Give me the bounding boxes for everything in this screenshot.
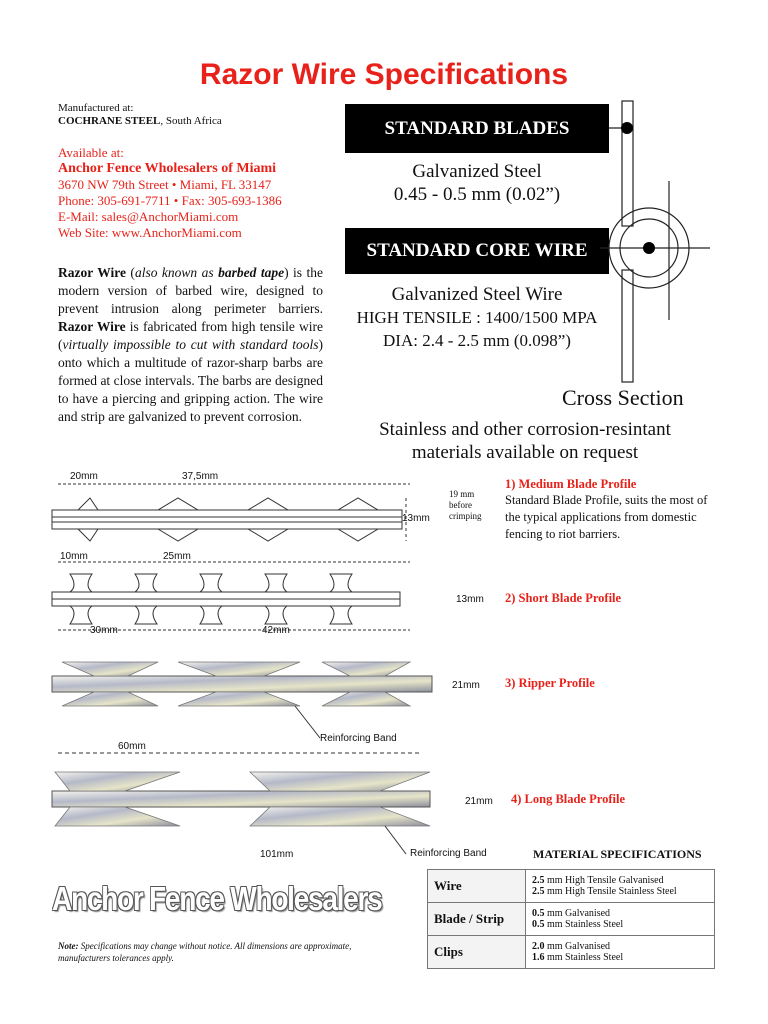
spec-value: 2.5: [532, 886, 545, 897]
core-diameter: DIA: 2.4 - 2.5 mm (0.098”): [383, 331, 571, 350]
intro-text: is fabricated from high tensile wire (: [58, 319, 324, 352]
phone-fax: Phone: 305-691-7711 • Fax: 305-693-1386: [58, 193, 282, 208]
long-blade-profile: [52, 753, 430, 854]
availability-label: Available at:: [58, 145, 124, 160]
medium-blade-desc: Standard Blade Profile, suits the most of the typical applications from domestic fencing to riot barriers.: [505, 493, 708, 541]
spec-value: 1.6: [532, 952, 545, 963]
spec-value: 2.5: [532, 875, 545, 886]
core-material: Galvanized Steel Wire: [391, 284, 563, 305]
blades-thickness: 0.45 - 0.5 mm (0.02”): [393, 184, 561, 205]
long-dim-b: 101mm: [260, 849, 294, 860]
short-height: 13mm: [456, 594, 484, 605]
standard-blades-heading: STANDARD BLADES: [345, 104, 609, 153]
ripper-profile: [52, 662, 432, 738]
blades-material: Galvanized Steel: [412, 161, 542, 182]
note-text: Specifications may change without notice. All dimensions are approximate, manufacturers tolerances apply.: [58, 941, 352, 963]
stainless-line2: materials available on request: [411, 442, 639, 463]
disclaimer-note: [58, 940, 358, 964]
stainless-note: [345, 418, 705, 464]
manufacturer-label: Manufactured at:: [58, 102, 134, 114]
company-name: Anchor Fence Wholesalers of Miami: [58, 161, 277, 176]
profile-diagrams: [50, 470, 445, 860]
short-dim-b: 25mm: [163, 551, 191, 562]
stainless-line1: Stainless and other corrosion-resintant: [379, 419, 671, 440]
medium-blade-profile: [52, 484, 410, 541]
intro-term: Razor Wire: [58, 265, 126, 280]
row-label: Wire: [428, 870, 526, 903]
page-title: Razor Wire Specifications: [199, 58, 569, 91]
manufacturer-location: , South Africa: [160, 115, 222, 127]
company-logo: Anchor Fence Wholesalers: [52, 880, 382, 917]
table-row: [428, 870, 715, 903]
spec-text: mm Stainless Steel: [544, 919, 624, 930]
crimping-note-2: before: [449, 500, 472, 510]
intro-text: ) onto which a multitude of razor-sharp barbs are formed at close intervals. The barbs are designed to have a piercing and gripping action. The wire and strip are galvanized to prevent corrosion.: [58, 337, 323, 424]
address: 3670 NW 79th Street • Miami, FL 33147: [58, 177, 272, 192]
ripper-band-label: Reinforcing Band: [320, 733, 397, 744]
manufacturer-name: COCHRANE STEEL: [58, 115, 161, 127]
crimping-note-1: 19 mm: [449, 489, 475, 499]
note-label: Note:: [58, 941, 79, 951]
cross-section-diagram: [600, 95, 730, 390]
intro-paragraph: [58, 264, 323, 426]
manufacturer-block: [58, 102, 222, 128]
table-row: [428, 936, 715, 969]
long-dim-a: 60mm: [118, 741, 146, 752]
spec-value: 2.0: [532, 941, 545, 952]
spec-text: mm Galvanised: [544, 941, 611, 952]
spec-text: mm High Tensile Stainless Steel: [544, 886, 677, 897]
material-specs-table: [427, 869, 715, 969]
short-blade-profile: [52, 562, 410, 630]
short-dim-c: 30mm: [90, 625, 118, 636]
row-label: Blade / Strip: [428, 903, 526, 936]
long-blade-title: 4) Long Blade Profile: [511, 792, 626, 806]
cross-section-label: Cross Section: [562, 385, 684, 410]
intro-text: also known as: [134, 265, 214, 280]
spec-value: 0.5: [532, 908, 545, 919]
intro-term: Razor Wire: [58, 319, 126, 334]
spec-text: mm High Tensile Galvanised: [544, 875, 664, 886]
short-dim-d: 42mm: [262, 625, 290, 636]
row-label: Clips: [428, 936, 526, 969]
spec-value: 0.5: [532, 919, 545, 930]
material-specs-title: MATERIAL SPECIFICATIONS: [533, 847, 702, 861]
medium-dim-a: 20mm: [70, 471, 98, 482]
availability-block: [58, 145, 348, 241]
intro-text: virtually impossible to cut with standard tools: [62, 337, 319, 352]
short-blade-title: 2) Short Blade Profile: [505, 591, 622, 605]
email: E-Mail: sales@AnchorMiami.com: [58, 209, 239, 224]
crimping-note-3: crimping: [449, 511, 482, 521]
crimping-note: [449, 489, 482, 522]
intro-text: (: [125, 265, 135, 280]
website: Web Site: www.AnchorMiami.com: [58, 225, 242, 240]
core-wire-heading: STANDARD CORE WIRE: [345, 228, 609, 274]
long-band-label: Reinforcing Band: [410, 848, 487, 859]
ripper-height: 21mm: [452, 680, 480, 691]
table-row: [428, 903, 715, 936]
long-height: 21mm: [465, 796, 493, 807]
core-tensile: HIGH TENSILE : 1400/1500 MPA: [356, 308, 598, 327]
ripper-title: 3) Ripper Profile: [505, 676, 595, 690]
medium-height: 13mm: [402, 513, 430, 524]
short-dim-a: 10mm: [60, 551, 88, 562]
medium-blade-info: [505, 477, 720, 543]
medium-blade-title: 1) Medium Blade Profile: [505, 477, 637, 491]
core-wire-spec: [335, 283, 619, 352]
intro-term: barbed tape: [218, 265, 285, 280]
blades-spec: [345, 160, 609, 206]
intro-text: ) is the modern version of barbed wire, designed to prevent intrusion along perimeter barriers.: [58, 265, 324, 316]
spec-text: mm Stainless Steel: [544, 952, 624, 963]
spec-text: mm Galvanised: [544, 908, 611, 919]
medium-dim-b: 37,5mm: [182, 471, 219, 482]
